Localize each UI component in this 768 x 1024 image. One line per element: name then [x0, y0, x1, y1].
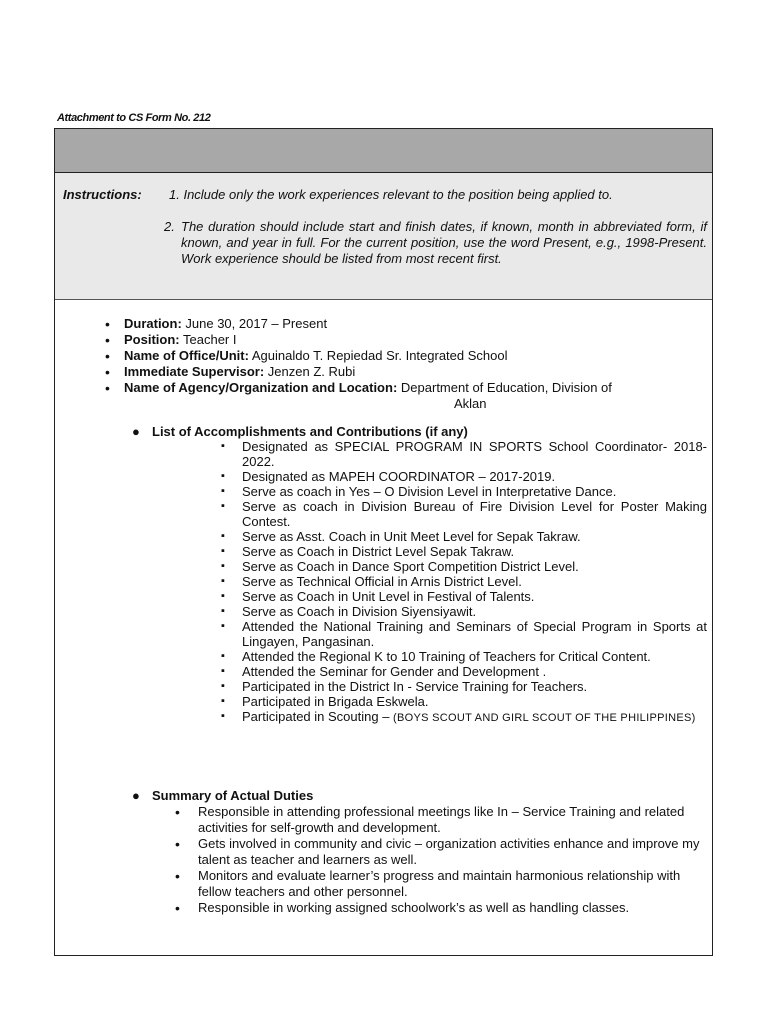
instruction-item-2-number: 2. — [164, 219, 175, 234]
attachment-title: Attachment to CS Form No. 212 — [57, 112, 211, 124]
accomplishment-item — [221, 589, 707, 604]
accomplishments-list — [221, 439, 707, 726]
duties-list — [175, 804, 705, 916]
accomplishment-item — [221, 529, 707, 544]
accomplishment-item — [221, 574, 707, 589]
accomplishment-text: Participated in the District In - Service Training for Teachers. — [242, 679, 588, 694]
instruction-item-2: The duration should include start and finish dates, if known, month in abbreviated form, if known, and year in full. For the current position, use the word Present, e.g., 1998-Present. Work experience should be listed from most recent first. — [181, 219, 707, 266]
office-label: Name of Office/Unit: — [124, 348, 249, 363]
accomplishment-item — [221, 619, 707, 649]
instruction-item-1: 1. Include only the work experiences relevant to the position being applied to. — [169, 187, 613, 202]
work-experience-form — [54, 128, 713, 956]
accomplishment-item — [221, 694, 707, 709]
accomplishment-text: Designated as SPECIAL PROGRAM IN SPORTS School Coordinator- 2018-2022. — [242, 439, 707, 469]
position-value: Teacher I — [183, 332, 237, 347]
duty-item: • Gets involved in community and civic – organization activities enhance and improve my talent as teacher and learners as well. — [175, 836, 705, 868]
agency-value: Department of Education, Division of — [400, 380, 612, 395]
instructions-label: Instructions: — [63, 187, 142, 202]
duty-item: • Monitors and evaluate learner’s progress and maintain harmonious relationship with fellow teachers and other personnel. — [175, 868, 705, 900]
accomplishment-text: Serve as Technical Official in Arnis District Level. — [242, 574, 522, 589]
agency-row — [105, 380, 711, 412]
accomplishment-item — [221, 544, 707, 559]
supervisor-label: Immediate Supervisor: — [124, 364, 265, 379]
experience-details — [105, 316, 711, 412]
accomplishment-text: Serve as Coach in Division Siyensiyawit. — [242, 604, 477, 619]
accomplishment-text: Participated in Scouting – — [242, 709, 394, 724]
supervisor-value: Jenzen Z. Rubi — [267, 364, 356, 379]
accomplishment-text-small: (BOYS SCOUT AND GIRL SCOUT OF THE PHILIPPINES) — [393, 712, 696, 724]
bullet-icon: ● — [132, 788, 140, 803]
accomplishment-text: Serve as Asst. Coach in Unit Meet Level for Sepak Takraw. — [242, 529, 581, 544]
position-row — [105, 332, 711, 348]
accomplishment-text: Serve as Coach in Dance Sport Competition District Level. — [242, 559, 579, 574]
duration-label: Duration: — [124, 316, 182, 331]
accomplishment-text: Serve as Coach in Unit Level in Festival of Talents. — [242, 589, 535, 604]
duties-heading: Summary of Actual Duties — [152, 788, 314, 803]
agency-value-continued: Aklan — [454, 396, 487, 411]
accomplishment-text: Attended the Regional K to 10 Training of Teachers for Critical Content. — [242, 649, 651, 664]
header-band — [55, 129, 712, 173]
office-row — [105, 348, 711, 364]
duration-row — [105, 316, 711, 332]
position-label: Position: — [124, 332, 180, 347]
accomplishment-item — [221, 484, 707, 499]
accomplishment-text: Participated in Brigada Eskwela. — [242, 694, 429, 709]
accomplishment-text: Designated as MAPEH COORDINATOR – 2017-2019. — [242, 469, 556, 484]
duty-item: • Responsible in working assigned schoolwork’s as well as handling classes. — [175, 900, 705, 916]
accomplishment-text: Serve as coach in Yes – O Division Level in Interpretative Dance. — [242, 484, 617, 499]
accomplishment-item — [221, 604, 707, 619]
accomplishment-item — [221, 469, 707, 484]
office-value: Aguinaldo T. Repiedad Sr. Integrated School — [251, 348, 508, 363]
accomplishment-item — [221, 499, 707, 529]
accomplishment-text: Attended the Seminar for Gender and Development . — [242, 664, 547, 679]
accomplishment-item — [221, 439, 707, 469]
bullet-icon: ● — [132, 424, 140, 439]
accomplishment-item — [221, 664, 707, 679]
duty-item: • Responsible in attending professional meetings like In – Service Training and related activities for self-growth and development. — [175, 804, 705, 836]
instructions-section — [55, 173, 712, 300]
accomplishment-item — [221, 559, 707, 574]
duration-value: June 30, 2017 – Present — [181, 316, 328, 331]
supervisor-row — [105, 364, 711, 380]
accomplishment-text: Serve as coach in Division Bureau of Fire Division Level for Poster Making Contest. — [242, 499, 707, 529]
accomplishment-item — [221, 679, 707, 694]
accomplishment-text: Attended the National Training and Seminars of Special Program in Sports at Lingayen, Pangasinan. — [242, 619, 707, 649]
accomplishments-heading: List of Accomplishments and Contributions (if any) — [152, 424, 468, 439]
agency-label: Name of Agency/Organization and Location: — [124, 380, 398, 395]
accomplishment-item — [221, 709, 707, 726]
accomplishment-text: Serve as Coach in District Level Sepak Takraw. — [242, 544, 515, 559]
accomplishment-item — [221, 649, 707, 664]
